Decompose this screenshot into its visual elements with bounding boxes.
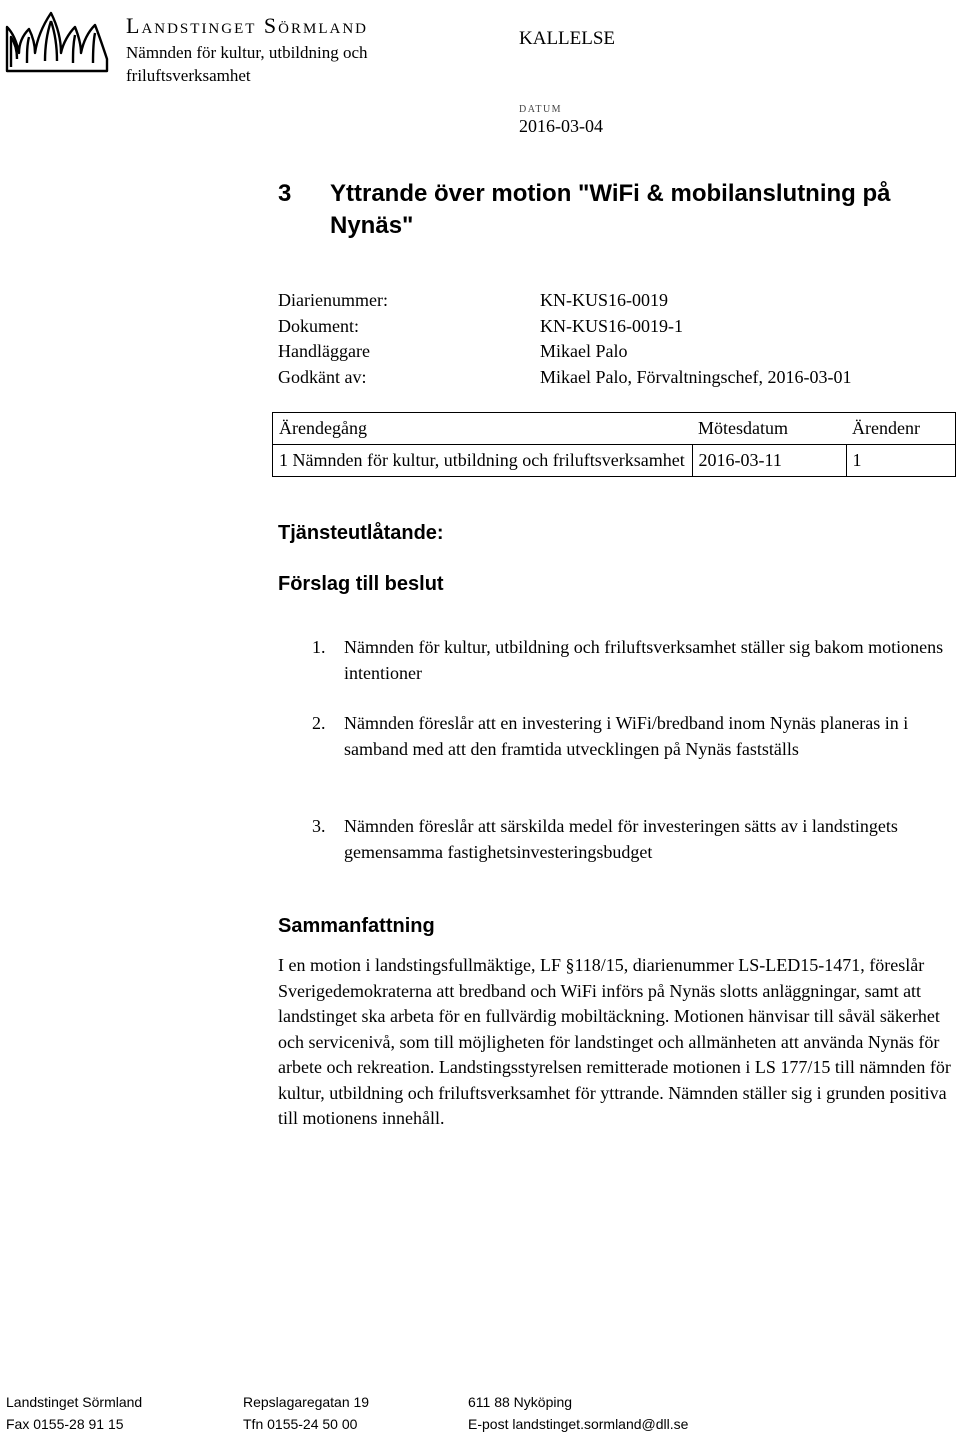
footer-street: Repslagaregatan 19 xyxy=(243,1394,370,1410)
case-table xyxy=(272,412,956,477)
meta-key: Diarienummer: xyxy=(278,290,388,310)
table-cell: 2016-03-11 xyxy=(692,445,846,477)
meta-value: KN-KUS16-0019 xyxy=(540,290,668,310)
table-row xyxy=(273,445,956,477)
proposal-number: 2. xyxy=(312,713,326,733)
proposal-text: Nämnden föreslår att en investering i WiFi/bredband inom Nynäs planeras in i samband med att den framtida utvecklingen på Nynäs fastställs xyxy=(344,713,909,759)
meta-key: Handläggare xyxy=(278,341,370,361)
org-subtitle: Nämnden för kultur, utbildning och friluftsverksamhet xyxy=(126,43,368,85)
page-title xyxy=(278,178,938,242)
meta-key: Dokument: xyxy=(278,316,359,336)
proposal-text: Nämnden föreslår att särskilda medel för investeringen sätts av i landstingets gemensamma fastighetsinvesteringsbudget xyxy=(344,816,898,862)
meta-value: KN-KUS16-0019-1 xyxy=(540,316,683,336)
proposal-number: 3. xyxy=(312,816,326,836)
summary-text: I en motion i landstingsfullmäktige, LF §118/15, diarienummer LS-LED15-1471, föreslår Sverigedemokraterna att bredband och WiFi införs på Nynäs slotts anläggningar, samt att landstinget ska arbeta för en fullvärdig mobiltäckning. Motionen hänvisar till såväl säkerhet och servicenivå, som till möjligheten för landstinget och allmänheten att använda Nynäs för arbete och rekreation. Landstingsstyrelsen remitterade motionen i LS 177/15 till nämnden för kultur, utbildning och friluftsverksamhet för yttrande. Nämnden ställer sig i grunden positiva till motionens innehåll. xyxy=(278,955,951,1128)
organization-logo xyxy=(3,3,113,75)
proposal-item xyxy=(312,710,952,762)
proposal-item xyxy=(312,813,952,865)
date-label: DATUM xyxy=(519,104,563,115)
item-number: 3 xyxy=(278,180,292,207)
proposal-text: Nämnden för kultur, utbildning och friluftsverksamhet ställer sig bakom motionens intentioner xyxy=(344,637,944,683)
table-cell: 1 Nämnden för kultur, utbildning och friluftsverksamhet xyxy=(273,445,693,477)
footer-org: Landstinget Sörmland xyxy=(6,1394,143,1410)
footer-phone: Tfn 0155-24 50 00 xyxy=(243,1416,358,1432)
footer-city: 611 88 Nyköping xyxy=(468,1394,573,1410)
meta-value: Mikael Palo xyxy=(540,341,628,361)
org-name: Landstinget Sörmland xyxy=(126,13,368,38)
document-type: KALLELSE xyxy=(519,28,616,49)
table-cell: 1 xyxy=(846,445,956,477)
table-header-cell: Ärendegång xyxy=(273,413,693,445)
table-header-row xyxy=(273,413,956,445)
summary-heading: Sammanfattning xyxy=(278,915,435,937)
footer-fax: Fax 0155-28 91 15 xyxy=(6,1416,124,1432)
table-header-cell: Ärendenr xyxy=(846,413,956,445)
table-header-cell: Mötesdatum xyxy=(692,413,846,445)
meta-value: Mikael Palo, Förvaltningschef, 2016-03-01 xyxy=(540,367,852,387)
proposal-number: 1. xyxy=(312,637,326,657)
statement-heading: Tjänsteutlåtande: xyxy=(278,522,444,544)
meta-key: Godkänt av: xyxy=(278,367,367,387)
footer-email: E-post landstinget.sormland@dll.se xyxy=(468,1416,689,1432)
title-text: Yttrande över motion "WiFi & mobilanslutning på Nynäs" xyxy=(330,180,891,239)
proposal-item xyxy=(312,634,952,686)
proposal-heading: Förslag till beslut xyxy=(278,573,444,595)
date-value: 2016-03-04 xyxy=(519,116,603,136)
